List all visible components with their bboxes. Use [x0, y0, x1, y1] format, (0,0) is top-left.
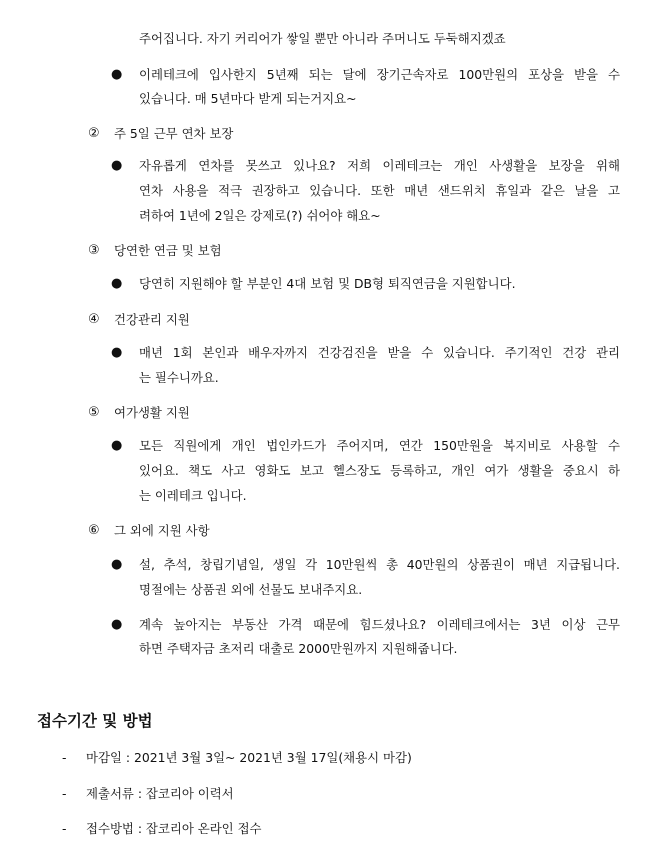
bullet-icon: ●: [111, 557, 123, 572]
section-marker: ⑥: [88, 523, 100, 538]
section-title: 주 5일 근무 연차 보장: [114, 126, 234, 141]
bullet-text-line: 자유롭게 연차를 못쓰고 있나요? 저희 이레테크는 개인 사생활을 보장을 위해: [139, 158, 620, 173]
bullet-text-line: 는 이레테크 입니다.: [139, 488, 247, 503]
bullet-icon: ●: [111, 67, 123, 82]
section-marker: ②: [88, 126, 100, 141]
bullet-icon: ●: [111, 276, 123, 291]
bullet-text-line: 연차 사용을 적극 권장하고 있습니다. 또한 매년 샌드위치 휴일과 같은 날을 고: [139, 183, 620, 198]
bullet-text-line: 설, 추석, 창립기념일, 생일 각 10만원씩 총 40만원의 상품권이 매년 지급됩니다.: [139, 557, 620, 572]
previous-paragraph-tail: 주어집니다. 자기 커리어가 쌓일 뿐만 아니라 주머니도 두둑해지겠죠: [139, 31, 506, 46]
bullet-text-line: 있어요. 책도 사고 영화도 보고 헬스장도 등록하고, 개인 여가 생활을 중요시 하: [139, 463, 620, 478]
section-title: 당연한 연금 및 보험: [114, 243, 222, 258]
section-marker: ⑤: [88, 405, 100, 420]
bullet-text-line: 는 필수니까요.: [139, 370, 219, 385]
bullet-icon: ●: [111, 438, 123, 453]
bullet-icon: ●: [111, 617, 123, 632]
bullet-text-line: 명절에는 상품권 외에 선물도 보내주지요.: [139, 582, 363, 597]
bullet-text-line: 하면 주택자금 초저리 대출로 2000만원까지 지원해줍니다.: [139, 641, 458, 656]
bullet-text-line: 모든 직원에게 개인 법인카드가 주어지며, 연간 150만원을 복지비로 사용할 수: [139, 438, 620, 453]
section-marker: ④: [88, 312, 100, 327]
application-item: 마감일 : 2021년 3월 3일~ 2021년 3월 17일(채용시 마감): [86, 750, 412, 765]
bullet-text-line: 계속 높아지는 부동산 가격 때문에 힘드셨나요? 이레테크에서는 3년 이상 근무: [139, 617, 620, 632]
section-marker: ③: [88, 243, 100, 258]
reward-bullet-line: 있습니다. 매 5년마다 받게 되는거지요~: [139, 91, 357, 106]
bullet-text-line: 려하여 1년에 2일은 강제로(?) 쉬어야 해요~: [139, 208, 381, 223]
application-item: 제출서류 : 잡코리아 이력서: [86, 786, 234, 801]
dash-marker: -: [62, 821, 67, 836]
bullet-text-line: 매년 1회 본인과 배우자까지 건강검진을 받을 수 있습니다. 주기적인 건강 관리: [139, 345, 620, 360]
section-title: 여가생활 지원: [114, 405, 190, 420]
bullet-icon: ●: [111, 158, 123, 173]
bullet-icon: ●: [111, 345, 123, 360]
section-title: 그 외에 지원 사항: [114, 523, 210, 538]
reward-bullet-line: 이레테크에 입사한지 5년째 되는 달에 장기근속자로 100만원의 포상을 받을 수: [139, 67, 620, 82]
application-item: 접수방법 : 잡코리아 온라인 접수: [86, 821, 262, 836]
dash-marker: -: [62, 786, 67, 801]
section-title: 건강관리 지원: [114, 312, 190, 327]
section-heading: 접수기간 및 방법: [37, 712, 153, 730]
dash-marker: -: [62, 750, 67, 765]
bullet-text-line: 당연히 지원해야 할 부분인 4대 보험 및 DB형 퇴직연금을 지원합니다.: [139, 276, 516, 291]
